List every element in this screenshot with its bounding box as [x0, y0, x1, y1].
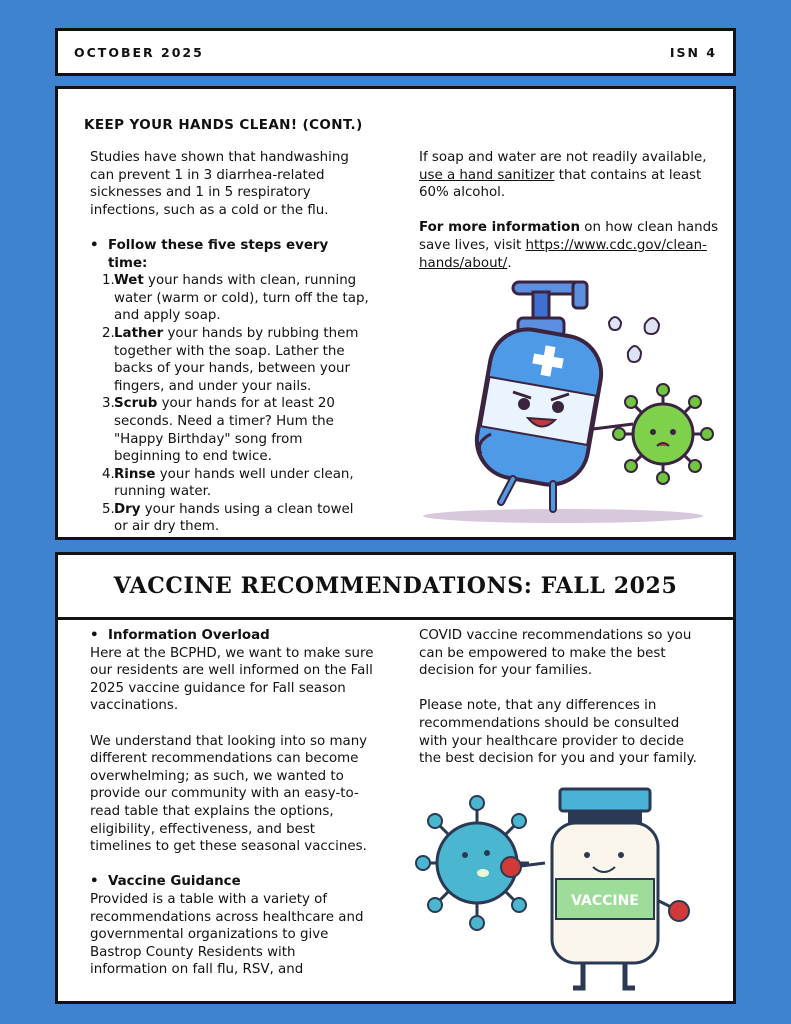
list-item: 4. Rinse your hands well under clean, running water.: [102, 466, 354, 500]
guidance-heading: • Vaccine Guidance: [90, 873, 375, 891]
vaccine-label: VACCINE: [571, 893, 639, 909]
list-item: 3. Scrub your hands for at least 20 seconds. Need a timer? Hum the "Happy Birthday" song from beginning to end twice.: [102, 396, 335, 465]
list-item: 5. Dry your hands using a clean towel or air dry them.: [102, 501, 354, 535]
guidance-paragraph: Provided is a table with a variety of recommendations across healthcare and governmental organizations to give Bastrop County Residents with information on fall flu, RSV, and: [90, 891, 364, 978]
cdc-link[interactable]: https://www.cdc.gov/clean-hands/about/: [419, 237, 707, 271]
vaccine-left-column: [90, 627, 375, 996]
vaccine-section: [55, 552, 736, 1004]
steps-list: [90, 272, 370, 536]
list-item: 1. Wet your hands with clean, running water (warm or cold), turn off the tap, and apply soap.: [102, 273, 369, 324]
overload-heading: • Information Overload: [90, 627, 375, 645]
issue-date: OCTOBER 2025: [74, 44, 204, 60]
sanitizer-link[interactable]: use a hand sanitizer: [419, 167, 555, 183]
section-title: KEEP YOUR HANDS CLEAN! (CONT.): [84, 117, 363, 133]
handwashing-left-column: [90, 149, 370, 536]
sanitizer-illustration: [413, 274, 723, 534]
steps-heading: • Follow these five steps every time:: [90, 237, 370, 272]
more-info-paragraph: For more information on how clean hands save lives, visit https://www.cdc.gov/clean-hands/about/.: [419, 220, 719, 271]
handwashing-intro: Studies have shown that handwashing can prevent 1 in 3 diarrhea-related sicknesses and 1 in 5 respiratory infections, such as a cold or the flu.: [90, 150, 349, 218]
vaccine-illustration: [415, 783, 715, 998]
list-item: 2. Lather your hands by rubbing them together with the soap. Lather the backs of your hands, between your fingers, and under your nails.: [102, 325, 359, 394]
overload-paragraph-2: We understand that looking into so many different recommendations can become overwhelming; as such, we wanted to provide our community with an easy-to-read table that explains the options, eligibility, effectiveness, and best timelines to get these seasonal vaccines.: [90, 733, 368, 855]
covid-paragraph: COVID vaccine recommendations so you can be empowered to make the best decision for your families.: [419, 628, 692, 679]
vaccine-right-column: [419, 627, 704, 785]
handwashing-right-column: [419, 149, 724, 290]
overload-paragraph-1: Here at the BCPHD, we want to make sure our residents are well informed on the Fall 2025 vaccine guidance for Fall season vaccinations.: [90, 645, 374, 714]
page-header: [55, 28, 736, 76]
handwashing-section: [55, 86, 736, 540]
vaccine-section-title: VACCINE RECOMMENDATIONS: FALL 2025: [58, 555, 733, 620]
consult-paragraph: Please note, that any differences in recommendations should be consulted with your healthcare provider to decide the best decision for you and your family.: [419, 698, 697, 767]
sanitizer-paragraph: If soap and water are not readily available, use a hand sanitizer that contains at least 60% alcohol.: [419, 150, 707, 201]
issue-number: ISN 4: [669, 44, 717, 60]
